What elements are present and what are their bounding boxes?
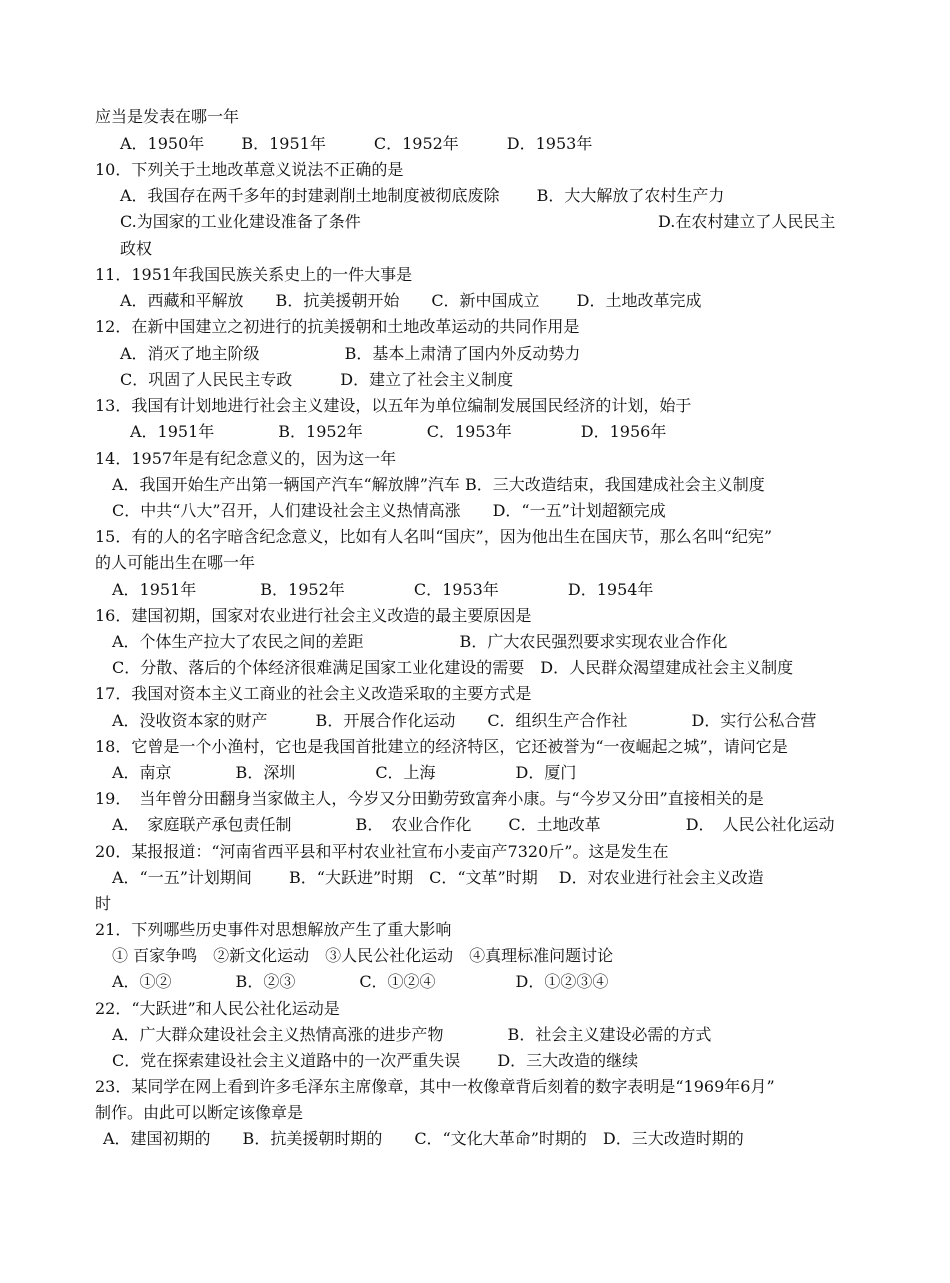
text-line: C．中共“八大”召开，人们建设社会主义热情高涨 D．“一五”计划超额完成 [112, 501, 666, 520]
text-line: C．党在探索建设社会主义道路中的一次严重失误 D．三大改造的继续 [112, 1051, 639, 1070]
text-line: A．1950年 B．1951年 C．1952年 D．1953年 [120, 134, 593, 153]
text-line: 10．下列关于土地改革意义说法不正确的是 [95, 160, 404, 179]
text-line: 21．下列哪些历史事件对思想解放产生了重大影响 [95, 920, 452, 939]
text-line: A．我国开始生产出第一辆国产汽车“解放牌”汽车 B．三大改造结束，我国建成社会主义制度 [112, 475, 765, 494]
text-line: 23．某同学在网上看到许多毛泽东主席像章，其中一枚像章背后刻着的数字表明是“1969年6月” [95, 1077, 775, 1096]
text-line: 11．1951年我国民族关系史上的一件大事是 [95, 265, 413, 284]
text-line: C.为国家的工业化建设准备了条件 [120, 212, 361, 231]
text-line: A．南京 B．深圳 C．上海 D．厦门 [112, 763, 577, 782]
text-line: 应当是发表在哪一年 [95, 107, 240, 126]
text-line: A．我国存在两千多年的封建剥削土地制度被彻底废除 B．大大解放了农村生产力 [120, 186, 725, 205]
text-line: 14．1957年是有纪念意义的，因为这一年 [95, 449, 397, 468]
text-line: 政权 [120, 239, 153, 258]
text-line: A．“一五”计划期间 B．“大跃进”时期 C．“文革”时期 D．对农业进行社会主义改造 [112, 868, 764, 887]
text-line: 20．某报报道：“河南省西平县和平村农业社宣布小麦亩产7320斤”。这是发生在 [95, 842, 669, 861]
text-line: A．1951年 B．1952年 C．1953年 D．1954年 [112, 580, 654, 599]
text-line: C．巩固了人民民主专政 D．建立了社会主义制度 [120, 370, 514, 389]
text-line: A．没收资本家的财产 B．开展合作化运动 C．组织生产合作社 D．实行公私合营 [112, 711, 817, 730]
text-line: 12．在新中国建立之初进行的抗美援朝和土地改革运动的共同作用是 [95, 317, 580, 336]
text-line: A． 家庭联产承包责任制 B． 农业合作化 C．土地改革 D． 人民公社化运动 [112, 815, 835, 834]
text-line: A．建国初期的 B．抗美援朝时期的 C．“文化大革命”时期的 D．三大改造时期的 [103, 1129, 744, 1148]
text-line: A．个体生产拉大了农民之间的差距 B．广大农民强烈要求实现农业合作化 [112, 632, 728, 651]
text-line: A．消灭了地主阶级 B．基本上肃清了国内外反动势力 [120, 344, 581, 363]
text-line: 19． 当年曾分田翻身当家做主人，今岁又分田勤劳致富奔小康。与“今岁又分田”直接相关的是 [95, 789, 764, 808]
text-line: ① 百家争鸣 ②新文化运动 ③人民公社化运动 ④真理标准问题讨论 [112, 946, 614, 965]
text-line: 17．我国对资本主义工商业的社会主义改造采取的主要方式是 [95, 684, 532, 703]
text-line: 的人可能出生在哪一年 [95, 553, 256, 572]
text-line: A．1951年 B．1952年 C．1953年 D．1956年 [130, 422, 667, 441]
text-line: 22．“大跃进”和人民公社化运动是 [95, 999, 340, 1018]
text-line: 13．我国有计划地进行社会主义建设，以五年为单位编制发展国民经济的计划，始于 [95, 396, 692, 415]
text-line: 时 [95, 894, 112, 913]
text-line: 制作。由此可以断定该像章是 [95, 1103, 304, 1122]
text-line: 15．有的人的名字暗含纪念意义，比如有人名叫“国庆”，因为他出生在国庆节，那么名叫“纪宪” [95, 527, 773, 546]
text-line: 16．建国初期，国家对农业进行社会主义改造的最主要原因是 [95, 606, 532, 625]
text-line: 18．它曾是一个小渔村，它也是我国首批建立的经济特区，它还被誉为“一夜崛起之城”，请问它是 [95, 737, 788, 756]
text-line: A．西藏和平解放 B．抗美援朝开始 C．新中国成立 D．土地改革完成 [120, 291, 702, 310]
text-line: A．广大群众建设社会主义热情高涨的进步产物 B．社会主义建设必需的方式 [112, 1025, 712, 1044]
text-line: C．分散、落后的个体经济很难满足国家工业化建设的需要 D．人民群众渴望建成社会主义制度 [112, 658, 794, 677]
text-line: D.在农村建立了人民民主 [658, 212, 836, 231]
text-line: A．①② B．②③ C．①②④ D．①②③④ [112, 972, 609, 991]
